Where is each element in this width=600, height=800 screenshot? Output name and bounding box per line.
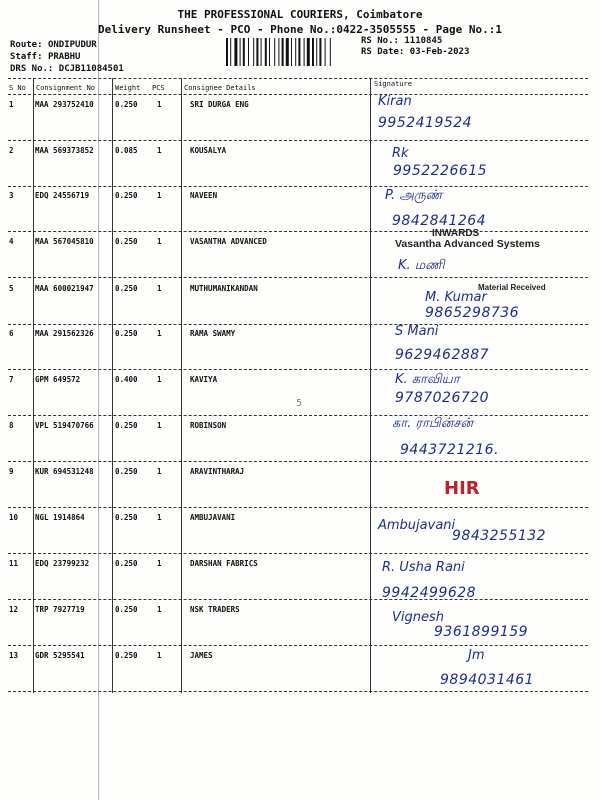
row-consignee: MUTHUMANIKANDAN <box>190 284 258 293</box>
row-sno: 3 <box>9 191 14 200</box>
row-weight: 0.250 <box>115 329 138 338</box>
row-pcs: 1 <box>157 100 162 109</box>
row-signature: S Mani <box>395 324 439 339</box>
row-handwritten-phone: 9952419524 <box>378 115 473 131</box>
row-separator <box>8 324 588 325</box>
document-subtitle: Delivery Runsheet - PCO - Phone No.:0422-3505555 - Page No.:1 <box>98 23 502 36</box>
row-handwritten-phone: 9952226615 <box>393 163 488 179</box>
row-consignment: MAA 569373852 <box>35 146 94 155</box>
row-separator <box>8 140 588 141</box>
company-stamp: Vasantha Advanced Systems <box>395 238 540 250</box>
row-signature: K. காவியா <box>395 372 460 387</box>
row-handwritten-phone: 9787026720 <box>395 390 490 406</box>
row-separator <box>8 553 588 554</box>
row-signature: கா. ராபின்சன் <box>392 416 474 431</box>
row-separator <box>8 691 588 692</box>
col-divider <box>33 78 34 693</box>
row-sno: 7 <box>9 375 14 384</box>
row-handwritten-phone: 9361899159 <box>434 624 529 640</box>
row-signature: Vignesh <box>392 610 445 625</box>
row-sno: 11 <box>9 559 19 568</box>
hir-note: HIR <box>444 478 480 499</box>
row-weight: 0.250 <box>115 284 138 293</box>
row-consignee: ARAVINTHARAJ <box>190 467 245 476</box>
rs-no-value: 1110845 <box>404 36 443 46</box>
row-consignment: NGL 1914864 <box>35 513 85 522</box>
row-pcs: 1 <box>157 191 162 200</box>
row-consignment: EDQ 23799232 <box>35 559 90 568</box>
row-sno: 6 <box>9 329 14 338</box>
document-title: THE PROFESSIONAL COURIERS, Coimbatore <box>177 8 423 21</box>
row-pcs: 1 <box>157 605 162 614</box>
col-divider <box>181 78 182 693</box>
row-consignee: AMBUJAVANI <box>190 513 236 522</box>
col-header-weight: Weight <box>115 84 141 92</box>
row-consignee: SRI DURGA ENG <box>190 100 249 109</box>
fold-line <box>98 0 99 800</box>
margin-mark: 5 <box>296 398 303 409</box>
inwards-stamp: INWARDS <box>432 228 480 239</box>
row-handwritten-phone: 9629462887 <box>395 347 490 363</box>
row-handwritten-phone: 9894031461 <box>440 672 535 688</box>
col-header-consignee: Consignee Details <box>184 84 256 92</box>
rs-no-label: RS No.: <box>361 36 399 46</box>
row-signature: K. மணி <box>398 258 445 273</box>
row-sno: 10 <box>9 513 19 522</box>
row-consignee: NSK TRADERS <box>190 605 240 614</box>
row-weight: 0.250 <box>115 421 138 430</box>
row-consignee: JAMES <box>190 651 213 660</box>
row-weight: 0.250 <box>115 605 138 614</box>
row-sno: 12 <box>9 605 19 614</box>
row-consignment: MAA 291562326 <box>35 329 94 338</box>
row-weight: 0.250 <box>115 237 138 246</box>
row-consignment: TRP 7927719 <box>35 605 85 614</box>
row-separator <box>8 186 588 187</box>
staff-value: PRABHU <box>47 52 81 62</box>
row-consignee: VASANTHA ADVANCED <box>190 237 267 246</box>
table-top-rule <box>8 78 588 79</box>
row-signature: Jm <box>468 648 485 663</box>
col-header-consignment: Consignment No <box>36 84 96 92</box>
staff-info <box>10 52 80 62</box>
row-separator <box>8 277 588 278</box>
row-signature: P. அருண் <box>385 188 443 203</box>
row-pcs: 1 <box>157 651 162 660</box>
row-separator <box>8 599 588 600</box>
row-separator <box>8 461 588 462</box>
row-weight: 0.250 <box>115 191 138 200</box>
row-pcs: 1 <box>157 146 162 155</box>
row-signature: R. Usha Rani <box>382 560 465 575</box>
row-separator <box>8 415 588 416</box>
col-header-sno: S No <box>9 84 26 92</box>
row-weight: 0.085 <box>115 146 138 155</box>
row-separator <box>8 369 588 370</box>
rs-date-value: 03-Feb-2023 <box>409 47 470 57</box>
row-weight: 0.250 <box>115 513 138 522</box>
row-signature: Kiran <box>378 94 412 109</box>
row-consignment: VPL 519470766 <box>35 421 94 430</box>
row-pcs: 1 <box>157 375 162 384</box>
row-consignment: KUR 694531248 <box>35 467 94 476</box>
drs-value: DCJB11084501 <box>58 64 124 74</box>
row-weight: 0.250 <box>115 651 138 660</box>
row-separator <box>8 231 588 232</box>
row-separator <box>8 507 588 508</box>
rs-date <box>361 47 469 57</box>
route-info <box>10 40 97 50</box>
received-stamp: Material Received <box>478 283 546 292</box>
row-pcs: 1 <box>157 284 162 293</box>
row-consignment: GDR 5295541 <box>35 651 85 660</box>
row-consignee: DARSHAN FABRICS <box>190 559 258 568</box>
row-handwritten-phone: 9942499628 <box>382 585 477 601</box>
row-sno: 4 <box>9 237 14 246</box>
row-consignment: MAA 600021947 <box>35 284 94 293</box>
rs-number <box>361 36 442 46</box>
table-header-rule <box>8 94 588 95</box>
col-divider <box>370 78 371 693</box>
row-signature: M. Kumar <box>425 290 487 305</box>
col-header-signature: Signature <box>374 80 412 88</box>
row-consignment: MAA 293752410 <box>35 100 94 109</box>
row-handwritten-phone: 9843255132 <box>452 528 547 544</box>
row-sno: 13 <box>9 651 19 660</box>
row-consignee: KAVIYA <box>190 375 218 384</box>
row-weight: 0.250 <box>115 467 138 476</box>
row-weight: 0.250 <box>115 100 138 109</box>
row-signature: Ambujavani <box>378 518 456 533</box>
row-pcs: 1 <box>157 421 162 430</box>
row-separator <box>8 645 588 646</box>
row-sno: 2 <box>9 146 14 155</box>
row-pcs: 1 <box>157 237 162 246</box>
row-sno: 5 <box>9 284 14 293</box>
row-pcs: 1 <box>157 467 162 476</box>
row-handwritten-phone: 9842841264 <box>392 213 487 229</box>
col-divider <box>112 78 113 693</box>
row-consignee: ROBINSON <box>190 421 227 430</box>
rs-date-label: RS Date: <box>361 47 405 57</box>
row-signature: Rk <box>392 146 409 161</box>
staff-label: Staff: <box>10 52 43 62</box>
row-sno: 9 <box>9 467 14 476</box>
route-value: ONDIPUDUR <box>47 40 97 50</box>
barcode-image <box>226 38 356 66</box>
row-pcs: 1 <box>157 513 162 522</box>
row-handwritten-phone: 9865298736 <box>425 305 520 321</box>
drs-info <box>10 64 124 74</box>
row-weight: 0.400 <box>115 375 138 384</box>
row-sno: 8 <box>9 421 14 430</box>
row-sno: 1 <box>9 100 14 109</box>
route-label: Route: <box>10 40 43 50</box>
row-weight: 0.250 <box>115 559 138 568</box>
row-consignment: MAA 567045810 <box>35 237 94 246</box>
row-consignment: EDQ 24556719 <box>35 191 90 200</box>
row-pcs: 1 <box>157 559 162 568</box>
row-consignee: RAMA SWAMY <box>190 329 236 338</box>
row-consignee: KOUSALYA <box>190 146 227 155</box>
row-handwritten-phone: 9443721216. <box>400 442 500 458</box>
row-pcs: 1 <box>157 329 162 338</box>
row-consignment: GPM 649572 <box>35 375 81 384</box>
col-header-pcs: PCS <box>152 84 165 92</box>
drs-label: DRS No.: <box>10 64 54 74</box>
row-consignee: NAVEEN <box>190 191 218 200</box>
